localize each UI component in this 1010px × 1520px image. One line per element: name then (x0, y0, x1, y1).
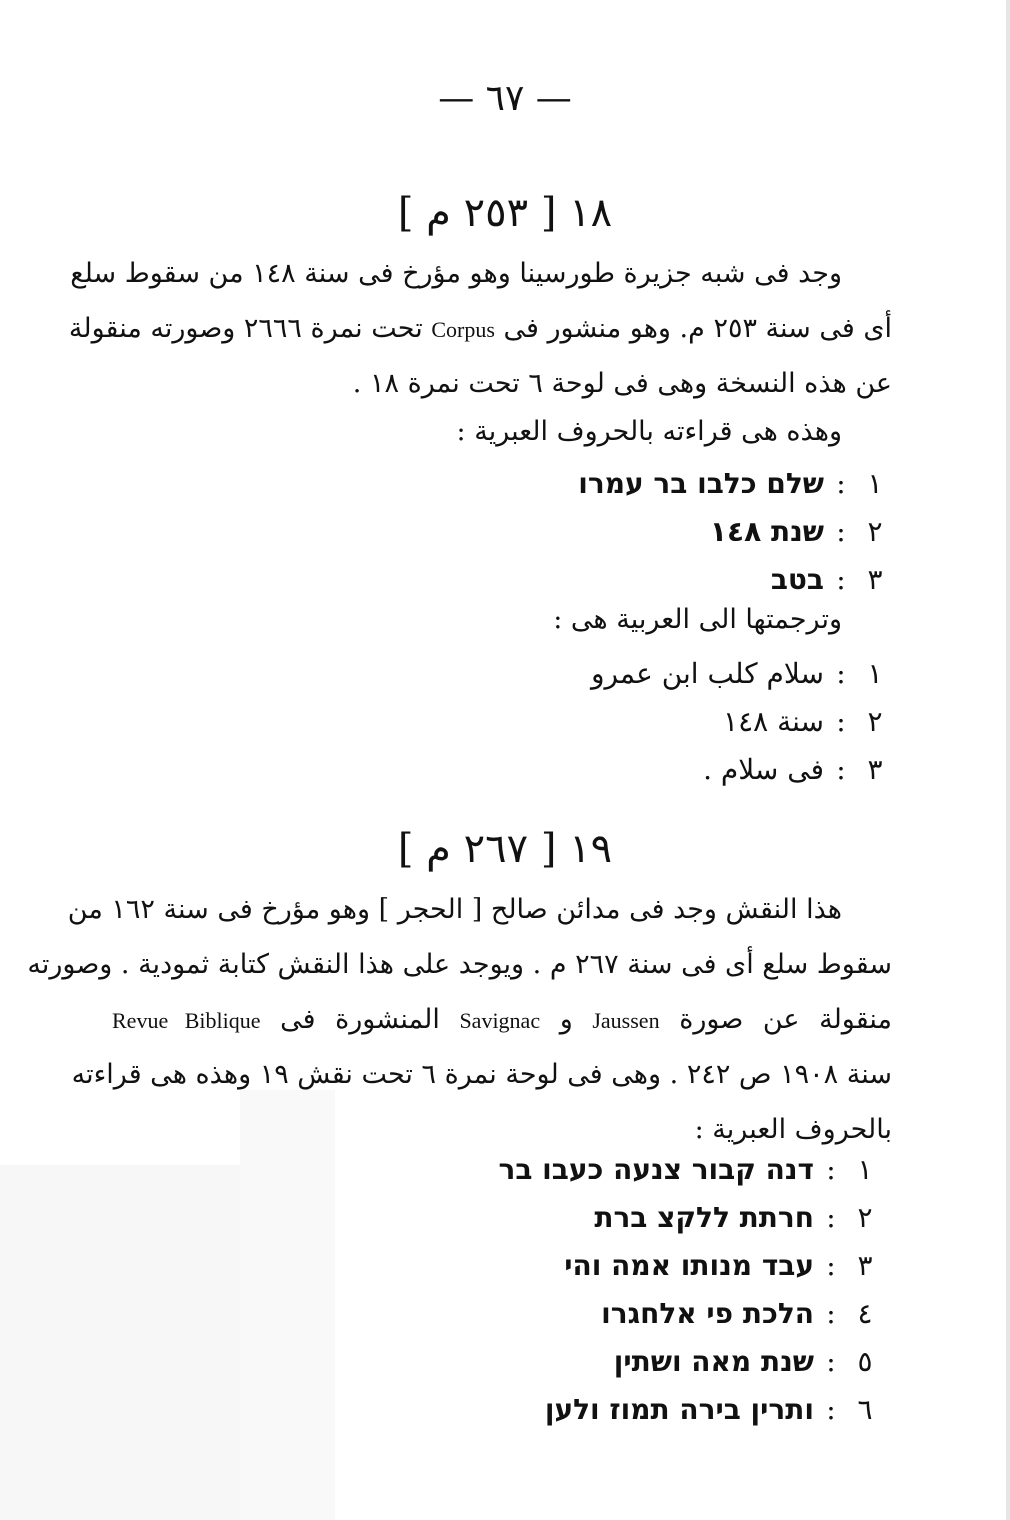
translation-line: ٣:فى سلام . (703, 753, 883, 786)
paragraph-line: بالحروف العبرية : (694, 1114, 892, 1145)
section-19-heading: ١٩ [ ٢٦٧ م ] (397, 826, 613, 872)
paragraph-line: عن هذه النسخة وهى فى لوحة ٦ تحت نمرة ١٨ . (352, 368, 892, 399)
paragraph-line: أى فى سنة ٢٥٣ م. وهو منشور فى Corpus تحت نمرة ٢٦٦٦ وصورته منقولة (68, 313, 892, 344)
section-18-paragraph (68, 246, 892, 411)
hebrew-line: ١:שלם כלבו בר עמרו (578, 467, 883, 500)
hebrew-line: ١:דנה קבור צנעה כעבו בר (498, 1153, 873, 1186)
hebrew-intro: وهذه هى قراءته بالحروف العبرية : (456, 416, 842, 447)
arabic-intro: وترجمتها الى العربية هى : (553, 604, 842, 635)
paragraph-line: سقوط سلع أى فى سنة ٢٦٧ م . ويوجد على هذا النقش كتابة ثمودية . وصورته (27, 949, 892, 980)
paragraph-line: هذا النقش وجد فى مدائن صالح [ الحجر ] وهو مؤرخ فى سنة ١٦٢ من (67, 894, 842, 925)
hebrew-line: ٣:בטב (770, 563, 883, 596)
translation-line: ٢:سنة ١٤٨ (723, 705, 883, 738)
page-number: — ٦٧ — (438, 78, 572, 119)
paragraph-line: وجد فى شبه جزيرة طورسينا وهو مؤرخ فى سنة ١٤٨ من سقوط سلع (70, 258, 842, 289)
section-19-paragraph (27, 882, 893, 1157)
paragraph-line: منقولة عن صورة Jaussen و Savignac المنشورة فى Revue Biblique (112, 1004, 893, 1035)
paragraph-line: سنة ١٩٠٨ ص ٢٤٢ . وهى فى لوحة نمرة ٦ تحت نقش ١٩ وهذه هى قراءته (71, 1059, 892, 1090)
hebrew-line: ٢:חרתת ללקצ ברת (594, 1201, 873, 1234)
translation-line: ١:سلام كلب ابن عمرو (590, 657, 883, 690)
hebrew-line: ٤:הלכת פי אלחגרו (601, 1297, 873, 1330)
arabic-translation-18 (591, 650, 892, 794)
hebrew-line: ٥:שנת מאה ושתין (613, 1345, 873, 1378)
hebrew-line: ٢:שנת ١٤٨ (709, 515, 883, 548)
hebrew-line: ٣:עבד מנותו אמה והי (564, 1249, 873, 1282)
hebrew-transcription-19 (498, 1146, 882, 1434)
section-18-heading: ١٨ [ ٢٥٣ م ] (397, 190, 613, 236)
scan-shading (0, 1165, 240, 1520)
hebrew-line: ٦:ותרין בירה תמוז ולען (544, 1393, 873, 1426)
hebrew-transcription-18 (578, 460, 892, 604)
